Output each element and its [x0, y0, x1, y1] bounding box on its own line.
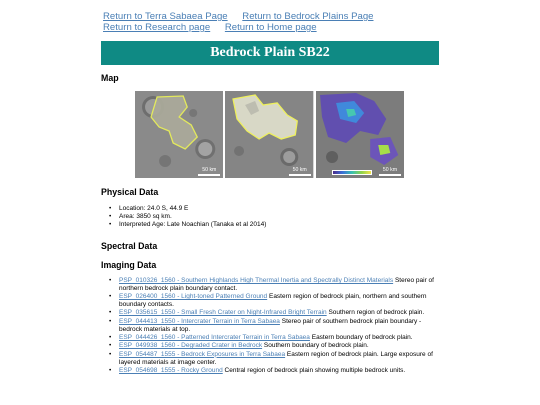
nav-row-top: [103, 11, 374, 22]
map-panel-color: [316, 91, 404, 178]
list-item: • Area: 3850 sq km.: [108, 213, 266, 221]
image-description: Southern boundary of bedrock plain.: [263, 342, 369, 350]
map-panel-highlight: [225, 91, 313, 178]
map-panel-outline: [135, 91, 223, 178]
scale-label: 50 km: [382, 167, 398, 173]
map-figure: [135, 91, 404, 178]
page-title: Bedrock Plain SB22: [101, 41, 439, 65]
nav-row-bottom: [103, 22, 317, 33]
list-item: [108, 334, 438, 342]
list-item: [108, 277, 438, 293]
image-link[interactable]: ESP_026400_1560 - Light-toned Patterned Ground: [119, 293, 268, 301]
image-link[interactable]: ESP_049938_1560 - Degraded Crater in Bedrock: [119, 342, 263, 350]
physical-data-heading: Physical Data: [101, 187, 159, 197]
color-scale-bar: [332, 170, 372, 175]
list-item: [108, 351, 438, 367]
image-link[interactable]: ESP_044426_1560 - Patterned Intercrater Terrain in Terra Sabaea: [119, 333, 310, 341]
image-link[interactable]: ESP_044413_1550 - Intercrater Terrain in Terra Sabaea: [119, 317, 280, 325]
list-item: • Interpreted Age: Late Noachian (Tanaka et al 2014): [108, 221, 266, 229]
spectral-data-heading: Spectral Data: [101, 241, 158, 251]
link-bedrock-plains[interactable]: Return to Bedrock Plains Page: [242, 11, 374, 22]
list-item: [108, 309, 438, 317]
scale-label: 50 km: [292, 167, 307, 173]
image-description: Southern region of bedrock plain.: [328, 309, 425, 317]
imaging-data-heading: Imaging Data: [101, 260, 157, 270]
image-link[interactable]: ESP_035615_1550 - Small Fresh Crater on Night-Infrared Bright Terrain: [119, 309, 327, 317]
physical-data-list: [108, 205, 266, 228]
image-link[interactable]: ESP_054487_1555 - Bedrock Exposures in Terra Sabaea: [119, 350, 286, 358]
link-research[interactable]: Return to Research page: [103, 22, 211, 33]
scale-label: 50 km: [202, 167, 217, 173]
image-description: Eastern region of bedrock plain. Large exposure of layered materials at image center.: [119, 350, 433, 366]
scale-bar: [289, 167, 311, 176]
link-home[interactable]: Return to Home page: [224, 22, 317, 33]
scale-bar: [379, 167, 401, 176]
list-item: [108, 293, 438, 309]
scale-bar: [198, 167, 220, 176]
image-description: Eastern region of bedrock plain, northern and southern boundary contacts.: [119, 293, 427, 308]
image-description: Eastern boundary of bedrock plain.: [311, 333, 413, 341]
list-item: [108, 342, 438, 350]
image-description: Central region of bedrock plain showing multiple bedrock units.: [224, 366, 406, 374]
list-item: [108, 367, 438, 375]
image-link[interactable]: ESP_054698_1555 - Rocky Ground: [119, 366, 223, 374]
imaging-data-list: [108, 277, 438, 375]
image-description: Stereo pair of southern bedrock plain boundary - bedrock materials at top.: [119, 317, 422, 333]
image-link[interactable]: PSP_010326_1560 - Southern Highlands High Thermal Inertia and Spectrally Distinct Materials: [119, 277, 394, 284]
map-heading: Map: [101, 73, 119, 83]
link-terra-sabaea[interactable]: Return to Terra Sabaea Page: [103, 11, 228, 22]
list-item: • Location: 24.0 S, 44.9 E: [108, 205, 266, 213]
list-item: [108, 318, 438, 334]
image-description: Stereo pair of northern bedrock plain boundary contact.: [119, 277, 434, 292]
